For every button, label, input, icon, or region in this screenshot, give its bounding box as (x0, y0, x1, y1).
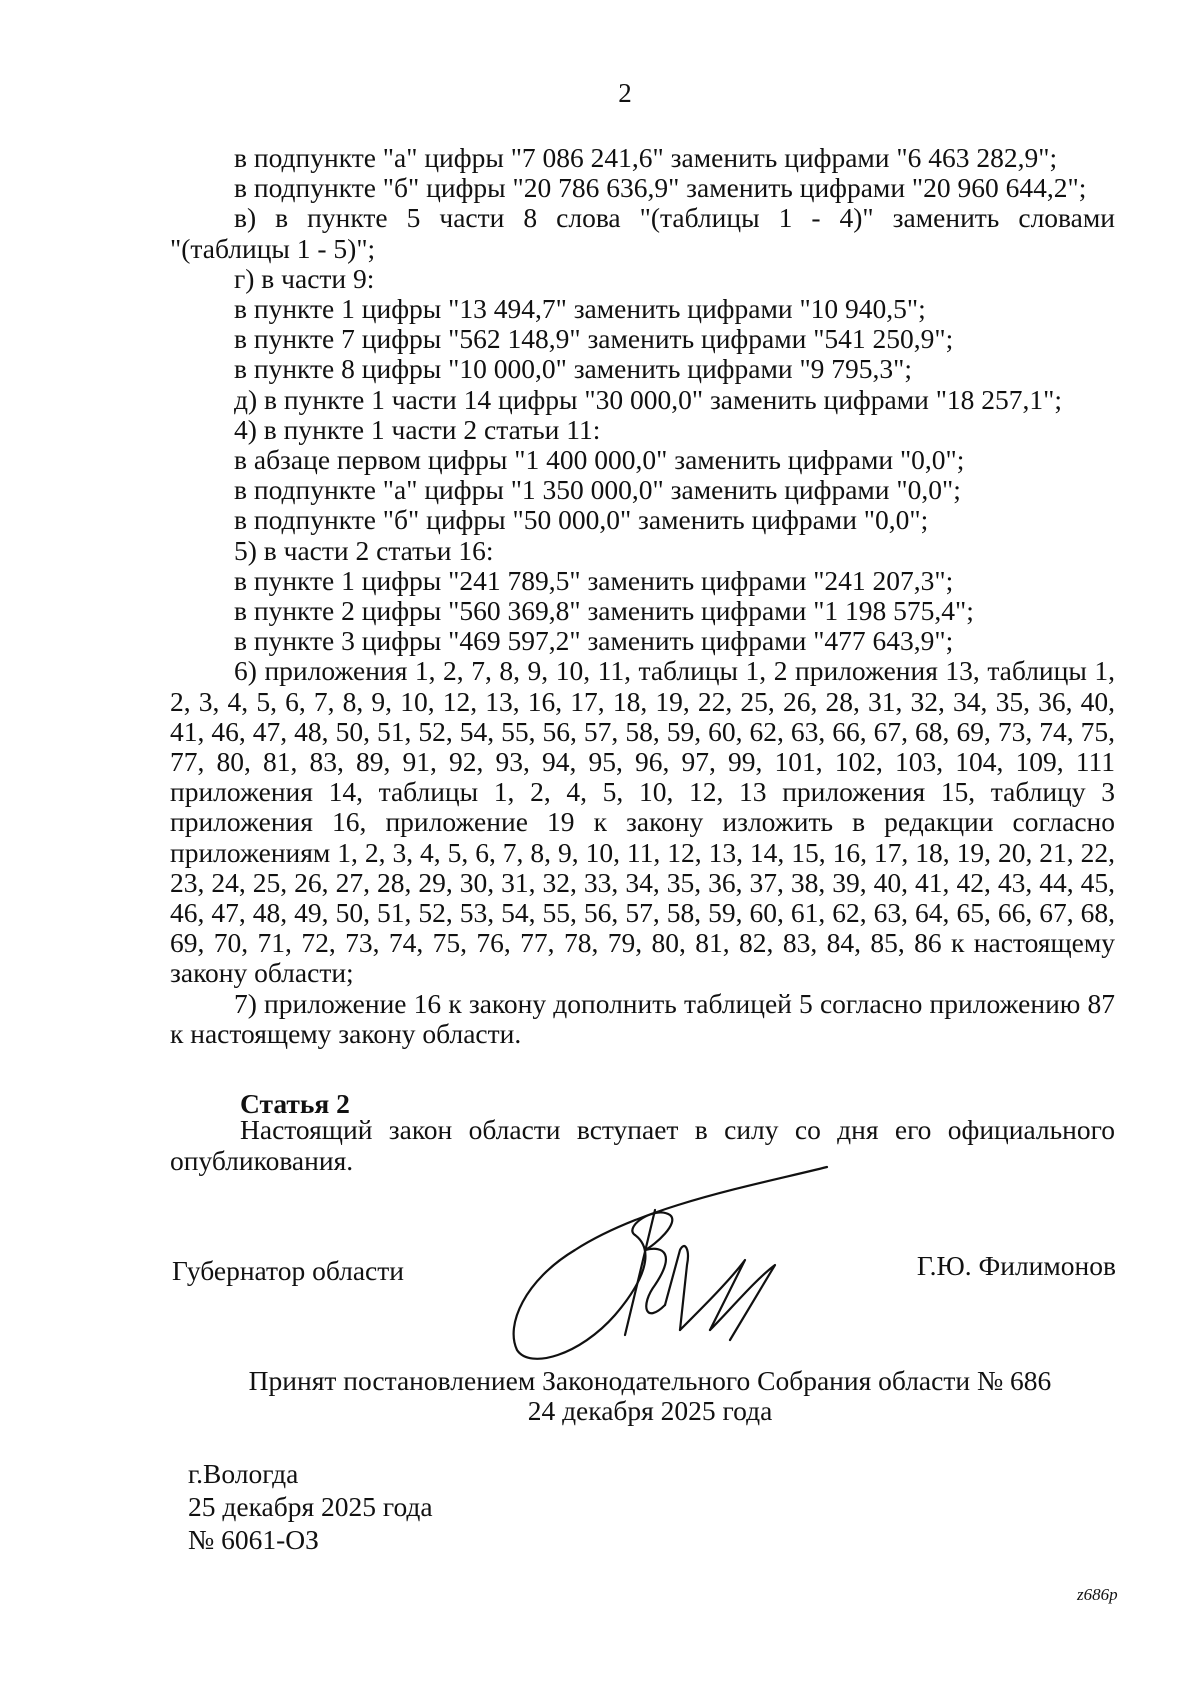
amendment-line: 5) в части 2 статьи 16: (234, 534, 494, 566)
amendment-line: в пункте 7 цифры "562 148,9" заменить цифрами "541 250,9"; (234, 323, 954, 355)
amendment-line: 4) в пункте 1 части 2 статьи 11: (234, 413, 601, 445)
city: г.Вологда (188, 1458, 299, 1489)
amendment-line: г) в части 9: (234, 262, 375, 294)
amendment-line: в пункте 1 цифры "241 789,5" заменить цифрами "241 207,3"; (234, 564, 954, 596)
adoption-line: Принят постановлением Законодательного Собрания области № 686 (248, 1365, 1052, 1396)
amendment-line: в подпункте "б" цифры "50 000,0" заменить цифрами "0,0"; (234, 504, 929, 536)
law-number: № 6061-ОЗ (188, 1524, 319, 1555)
adoption-date: 24 декабря 2025 года (527, 1395, 773, 1426)
signing-date: 25 декабря 2025 года (188, 1491, 433, 1522)
amendment-line: в подпункте "б" цифры "20 786 636,9" заменить цифрами "20 960 644,2"; (234, 172, 1087, 204)
signatory-title: Губернатор области (172, 1255, 404, 1286)
amendments-body (170, 143, 1115, 1049)
signatory-name: Г.Ю. Филимонов (916, 1250, 1116, 1281)
item-6-paragraph: 6) приложения 1, 2, 7, 8, 9, 10, 11, таблицы 1, 2 приложения 13, таблицы 1, 2, 3, 4, 5, 6, 7, 8, 9, 10, 12, 13, 16, 17, 18, 19, 22, 25, 26, 28, 31, 32, 34, 35, 36, 40, 41, 46, 47, 48, 50, 51, 52, 54, 55, 56, 57, 58, 59, 60, 62, 63, 66, 67, 68, 69, 73, 74, 75, 77, 80, 81, 83, 89, 91, 92, 93, 94, 95, 96, 97, 99, 101, 102, 103, 104, 109, 111 приложения 14, таблицы 1, 2, 4, 5, 10, 12, 13 приложения 15, таблицу 3 приложения 16, приложение 19 к закону изложить в редакции согласно приложениям 1, 2, 3, 4, 5, 6, 7, 8, 9, 10, 11, 12, 13, 14, 15, 16, 17, 18, 19, 20, 21, 22, 23, 24, 25, 26, 27, 28, 29, 30, 31, 32, 33, 34, 35, 36, 37, 38, 39, 40, 41, 42, 43, 44, 45, 46, 47, 48, 49, 50, 51, 52, 53, 54, 55, 56, 57, 58, 59, 60, 61, 62, 63, 64, 65, 66, 67, 68, 69, 70, 71, 72, 73, 74, 75, 76, 77, 78, 79, 80, 81, 82, 83, 84, 85, 86 к настоящему закону области; (170, 655, 1115, 989)
article-2-heading: Статья 2 (240, 1088, 350, 1119)
amendment-line: в пункте 2 цифры "560 369,8" заменить цифрами "1 198 575,4"; (234, 595, 974, 627)
amendment-line: в пункте 3 цифры "469 597,2" заменить цифрами "477 643,9"; (234, 625, 954, 657)
amendment-line: в пункте 1 цифры "13 494,7" заменить цифрами "10 940,5"; (234, 293, 926, 325)
amendment-line: в) в пункте 5 части 8 слова "(таблицы 1 - 4)" заменить словами (234, 202, 1115, 234)
adoption-note (0, 1366, 1200, 1426)
amendment-line: в пункте 8 цифры "10 000,0" заменить цифрами "9 795,3"; (234, 353, 913, 385)
place-date-number (188, 1457, 433, 1556)
document-code: z686p (1077, 1585, 1118, 1604)
amendment-line: в подпункте "а" цифры "7 086 241,6" заменить цифрами "6 463 282,9"; (234, 142, 1058, 173)
handwritten-signature (505, 1155, 835, 1370)
item-7-paragraph: 7) приложение 16 к закону дополнить таблицей 5 согласно приложению 87 к настоящему закону области. (170, 987, 1115, 1049)
article-2-text: Настоящий закон области вступает в силу со дня его официального опубликования. (170, 1114, 1115, 1176)
amendment-line: д) в пункте 1 части 14 цифры "30 000,0" заменить цифрами "18 257,1"; (234, 383, 1063, 415)
amendment-line: "(таблицы 1 - 5)"; (170, 232, 376, 264)
page-number: 2 (618, 78, 632, 108)
amendment-line: в подпункте "а" цифры "1 350 000,0" заменить цифрами "0,0"; (234, 474, 961, 506)
amendment-line: в абзаце первом цифры "1 400 000,0" заменить цифрами "0,0"; (234, 444, 965, 476)
